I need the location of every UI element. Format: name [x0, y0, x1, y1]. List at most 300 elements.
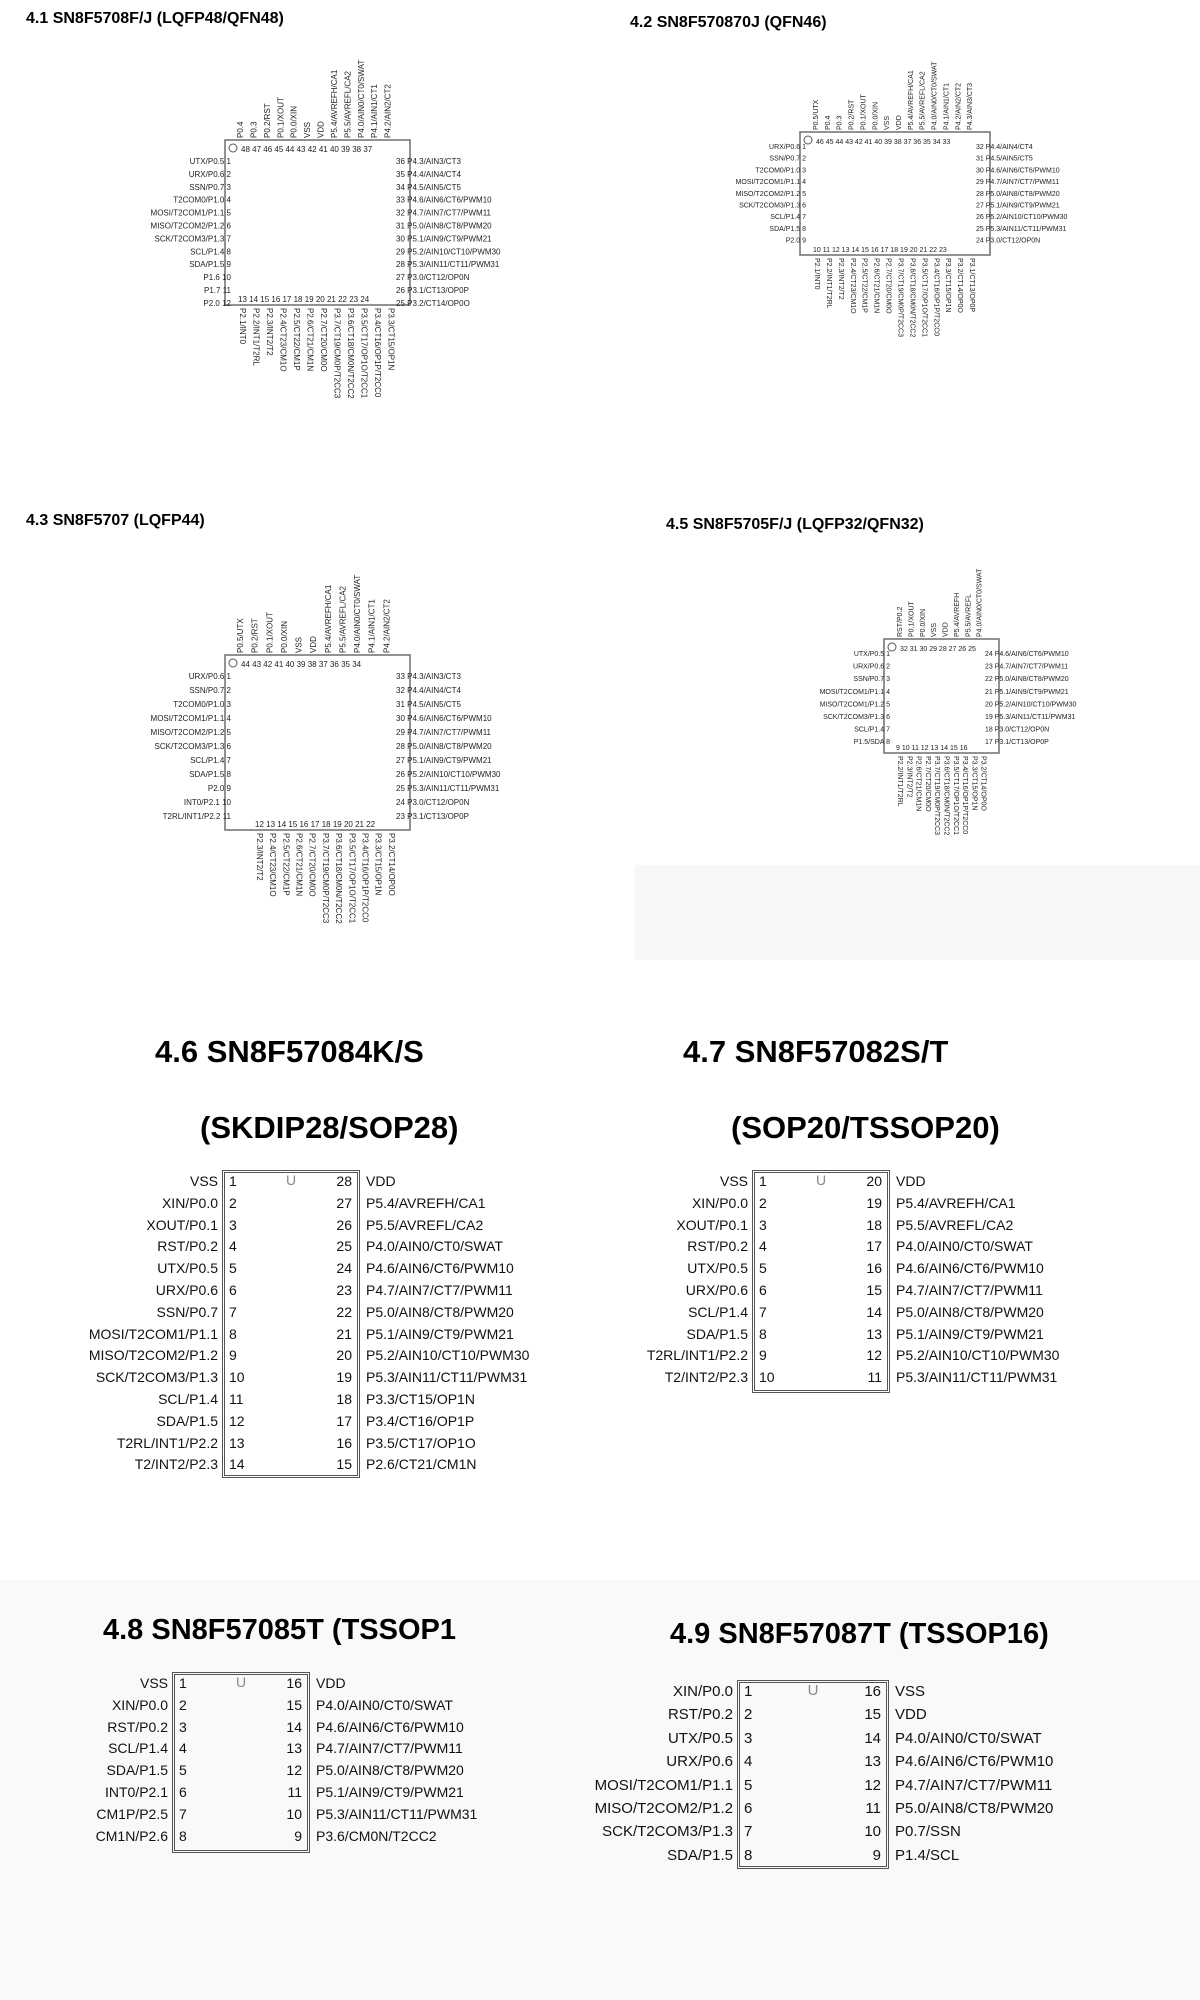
bottom-pin-label: P3.7/CT19/CM0P/T2CC3 — [933, 756, 941, 835]
right-pin-label: 24 P3.0/CT12/OP0N — [976, 237, 1041, 245]
left-pin-label: XIN/P0.0 — [161, 1194, 218, 1211]
left-pin-label: SCL/P1.4 — [158, 1391, 218, 1407]
right-pin-label: P4.7/AIN7/CT7/PWM11 — [895, 1776, 1053, 1794]
bottom-pin-label: P3.5/CT17/OP1O/T2CC1 — [920, 258, 928, 337]
pinout-4-9-tssop16 — [0, 1680, 1200, 1869]
top-pin-label: P0.0/XIN — [872, 101, 880, 130]
left-pin-label: SCK/T2COM3/P1.3 7 — [154, 234, 231, 244]
top-pin-label: VSS — [931, 622, 939, 637]
left-pin-label: SCL/P1.4 7 — [854, 726, 890, 734]
top-pin-label: P4.0/AIN0/CT0/SWAT — [931, 61, 939, 130]
bottom-pin-label: P2.3/INT2/T2 — [255, 833, 264, 881]
section-subtitle-4-6: (SKDIP28/SOP28) — [200, 1110, 459, 1145]
left-pin-label: SCK/T2COM3/P1.3 — [95, 1369, 218, 1386]
right-pin-label: P5.5/AVREFL/CA2 — [366, 1216, 484, 1233]
top-pin-label: P5.4/AVREFH/CA1 — [323, 584, 333, 653]
right-pin-label: P2.6/CT21/CM1N — [366, 1456, 477, 1473]
right-pin-number: 11 — [867, 1369, 882, 1386]
right-pin-label: P3.4/CT16/OP1P — [366, 1412, 475, 1429]
bottom-pin-label: P3.2/CT14/OP0O — [386, 833, 396, 896]
right-pin-label: P5.1/AIN9/CT9/PWM21 — [316, 1784, 464, 1800]
left-pin-label: SDA/P1.5 8 — [769, 225, 806, 233]
right-pin-label: P5.0/AIN8/CT8/PWM20 — [895, 1800, 1054, 1817]
left-pin-label: MOSI/T2COM1/P1.1 4 — [819, 688, 890, 696]
right-pin-label: 26 P5.2/AIN10/CT10/PWM30 — [396, 770, 501, 779]
bottom-pin-label: P2.1/INT0 — [238, 308, 247, 345]
right-pin-label: 32 P4.4/AIN4/CT4 — [976, 144, 1033, 151]
top-pin-label: VDD — [896, 115, 903, 130]
left-pin-number: 6 — [229, 1282, 237, 1298]
top-pin-label: P5.5/AVREFL/CA2 — [343, 71, 353, 138]
right-pin-label: 19 P5.3/AIN11/CT11/PWM31 — [985, 714, 1076, 721]
top-pin-label: P4.0/AIN0/CT0/SWAT — [976, 568, 984, 637]
bottom-pin-label: P3.3/CT15/OP1N — [970, 756, 978, 811]
bottom-pin-label: P3.6/CT18/CM0N/T2CC2 — [334, 833, 344, 924]
scan-shading-right — [635, 865, 1200, 960]
top-pin-label: P5.5/AVREFL/CA2 — [338, 586, 348, 653]
left-pin-label: UTX/P0.5 — [157, 1260, 218, 1277]
left-pin-label: URX/P0.6 — [666, 1753, 733, 1771]
left-pin-number: 1 — [229, 1173, 237, 1189]
right-pin-label: P5.0/AIN8/CT8/PWM20 — [316, 1762, 464, 1779]
left-pin-label: URX/P0.6 2 — [853, 663, 890, 671]
top-pin-label: P0.0/XIN — [279, 620, 289, 653]
bottom-pin-label: P3.7/CT19/CM0P/T2CC3 — [332, 308, 342, 399]
left-pin-label: SSN/P0.7 3 — [189, 182, 231, 192]
pin1-marker — [229, 144, 237, 152]
left-pin-label: INT0/P2.1 10 — [183, 798, 231, 807]
right-pin-number: 27 — [336, 1194, 352, 1211]
right-pin-label: 30 P4.6/AIN6/CT6/PWM10 — [976, 167, 1060, 175]
left-pin-label: P1.6 10 — [203, 273, 231, 283]
right-pin-label: 36 P4.3/AIN3/CT3 — [396, 157, 461, 166]
right-pin-number: 18 — [336, 1391, 352, 1407]
pinout-4-3-lqfp44 — [0, 545, 600, 945]
left-pin-label: RST/P0.2 — [157, 1238, 218, 1255]
right-pin-number: 13 — [864, 1753, 881, 1771]
right-pin-number: 9 — [872, 1846, 881, 1864]
right-pin-number: 22 — [336, 1303, 352, 1320]
right-pin-number: 12 — [286, 1762, 302, 1779]
left-pin-number: 6 — [179, 1784, 187, 1800]
left-pin-label: UTX/P0.5 — [687, 1260, 748, 1277]
bottom-pin-label: P2.6/CT21/CM1N — [914, 756, 922, 812]
right-pin-label: VDD — [896, 1173, 926, 1189]
left-pin-number: 5 — [229, 1260, 237, 1277]
bottom-pin-label: P2.7/CT20/CM0O — [884, 258, 892, 314]
right-pin-number: 10 — [286, 1805, 302, 1822]
right-pin-label: P5.2/AIN10/CT10/PWM30 — [366, 1347, 530, 1364]
left-pin-label: XIN/P0.0 — [672, 1683, 733, 1700]
left-pin-label: VSS — [139, 1675, 168, 1691]
left-pin-label: URX/P0.6 2 — [188, 169, 231, 179]
right-pin-label: 32 P4.7/AIN7/CT7/PWM11 — [396, 208, 491, 218]
right-pin-label: 20 P5.2/AIN10/CT10/PWM30 — [985, 701, 1077, 709]
right-pin-label: 31 P4.5/AIN5/CT5 — [976, 155, 1033, 163]
top-pin-label: P0.0/XIN — [919, 608, 927, 637]
right-pin-label: VSS — [895, 1683, 926, 1700]
right-pin-label: P3.3/CT15/OP1N — [366, 1391, 475, 1407]
right-pin-label: VDD — [366, 1173, 396, 1189]
right-pin-label: P5.3/AIN11/CT11/PWM31 — [316, 1805, 478, 1822]
pin1-notch: U — [815, 1172, 827, 1188]
bottom-pin-numbers: 12 13 14 15 16 17 18 19 20 21 22 — [255, 820, 376, 829]
bottom-pin-label: P2.4/CT23/CM1O — [278, 308, 288, 372]
left-pin-label: CM1N/P2.6 — [95, 1827, 168, 1844]
left-pin-label: RST/P0.2 — [107, 1718, 168, 1735]
top-pin-label: P0.4 — [824, 115, 832, 130]
right-pin-label: 28 P5.0/AIN8/CT8/PWM20 — [976, 190, 1060, 198]
left-pin-label: MISO/T2COM2/P1.2 5 — [150, 728, 231, 737]
top-pin-label: P5.4/AVREFH/CA1 — [907, 70, 915, 130]
top-pin-label: P0.4 — [236, 121, 245, 138]
right-pin-label: P4.6/AIN6/CT6/PWM10 — [316, 1718, 464, 1735]
left-pin-label: UTX/P0.5 — [667, 1729, 733, 1747]
top-pin-label: P4.1/AIN1/CT1 — [367, 599, 377, 653]
top-pin-label: VSS — [303, 121, 313, 138]
top-pin-label: P0.1/XOUT — [908, 601, 916, 637]
top-pin-label: P4.1/AIN1/CT1 — [943, 82, 951, 130]
pinout-4-7-sop20 — [0, 1170, 1200, 1393]
left-pin-label: INT0/P2.1 — [104, 1784, 168, 1800]
left-pin-number: 5 — [179, 1762, 187, 1779]
right-pin-label: 28 P5.0/AIN8/CT8/PWM20 — [396, 742, 492, 751]
left-pin-number: 8 — [229, 1325, 237, 1342]
bottom-pin-label: P3.6/CT18/CM0N/T2CC2 — [908, 258, 916, 338]
top-pin-label: VDD — [316, 121, 326, 138]
left-pin-label: URX/P0.6 — [685, 1282, 748, 1298]
left-pin-label: CM1P/P2.5 — [96, 1805, 168, 1822]
bottom-pin-label: P2.2/INT1/T2RL — [896, 756, 903, 807]
bottom-pin-label: P2.5/CT22/CM1P — [281, 833, 291, 896]
right-pin-label: P5.0/AIN8/CT8/PWM20 — [896, 1303, 1044, 1320]
top-pin-label: P0.1/XOUT — [860, 94, 868, 130]
right-pin-number: 17 — [336, 1412, 352, 1429]
left-pin-label: SDA/P1.5 9 — [189, 260, 231, 270]
right-pin-label: P5.0/AIN8/CT8/PWM20 — [366, 1303, 514, 1320]
right-pin-label: 26 P3.1/CT13/OP0P — [396, 286, 469, 295]
left-pin-label: SSN/P0.7 2 — [769, 155, 806, 163]
left-pin-label: SDA/P1.5 — [686, 1325, 748, 1342]
left-pin-number: 6 — [759, 1282, 767, 1298]
section-subtitle-4-7: (SOP20/TSSOP20) — [731, 1110, 1000, 1145]
pinout-4-1-svg — [0, 40, 600, 450]
left-pin-label: SDA/P1.5 8 — [189, 770, 231, 779]
left-pin-number: 5 — [744, 1776, 753, 1794]
right-pin-label: 23 P4.7/AIN7/CT7/PWM11 — [985, 663, 1069, 671]
left-pin-number: 3 — [229, 1216, 237, 1233]
pinout-4-1-lqfp48 — [0, 40, 600, 450]
right-pin-label: 17 P3.1/CT13/OP0P — [985, 739, 1049, 747]
left-pin-label: XOUT/P0.1 — [146, 1216, 218, 1233]
right-pin-label: 34 P4.5/AIN5/CT5 — [396, 182, 461, 192]
left-pin-number: 3 — [759, 1216, 767, 1233]
bottom-pin-label: P3.5/CT17/OP1O/T2CC1 — [347, 833, 357, 924]
section-title-4-7: 4.7 SN8F57082S/T — [683, 1034, 949, 1069]
left-pin-label: T2RL/INT1/P2.2 — [116, 1434, 218, 1451]
right-pin-number: 23 — [336, 1282, 352, 1298]
pinout-4-5-svg — [600, 545, 1200, 865]
left-pin-label: SSN/P0.7 3 — [853, 676, 890, 684]
top-pin-numbers: 46 45 44 43 42 41 40 39 38 37 36 35 34 33 — [816, 139, 951, 146]
left-pin-number: 11 — [229, 1391, 244, 1407]
right-pin-label: 25 P5.3/AIN11/CT11/PWM31 — [976, 225, 1067, 233]
section-title-4-8: 4.8 SN8F57085T (TSSOP1 — [103, 1614, 456, 1646]
bottom-pin-label: P2.2/INT1/T2RL — [251, 308, 261, 366]
top-pin-label: P4.1/AIN1/CT1 — [370, 84, 380, 138]
right-pin-number: 20 — [866, 1173, 882, 1189]
left-pin-label: SSN/P0.7 — [156, 1303, 218, 1320]
left-pin-number: 2 — [179, 1696, 187, 1713]
bottom-pin-label: P3.1/CT13/OP0P — [968, 258, 976, 313]
left-pin-label: XIN/P0.0 — [111, 1696, 168, 1713]
right-pin-number: 19 — [336, 1369, 352, 1386]
right-pin-number: 15 — [864, 1706, 881, 1724]
right-pin-label: 27 P3.0/CT12/OP0N — [396, 273, 470, 283]
package-outline — [225, 655, 410, 830]
pin1-notch: U — [807, 1682, 819, 1699]
left-pin-label: SCK/T2COM3/P1.3 6 — [739, 202, 806, 210]
right-pin-label: P5.1/AIN9/CT9/PWM21 — [896, 1325, 1044, 1342]
right-pin-number: 18 — [866, 1216, 882, 1233]
left-pin-label: SDA/P1.5 — [667, 1846, 733, 1864]
left-pin-label: SCK/T2COM3/P1.3 — [602, 1823, 733, 1841]
right-pin-number: 9 — [294, 1827, 302, 1844]
top-pin-label: P4.3/AIN3/CT3 — [967, 82, 975, 130]
bottom-pin-label: P3.5/CT17/OP1O/T2CC1 — [951, 756, 959, 835]
bottom-pin-label: P3.6/CT18/CM0N/T2CC2 — [346, 308, 355, 399]
right-pin-label: P4.7/AIN7/CT7/PWM11 — [366, 1282, 513, 1298]
right-pin-label: P3.6/CM0N/T2CC2 — [316, 1827, 437, 1844]
top-pin-label: VSS — [294, 636, 304, 653]
left-pin-label: VSS — [719, 1173, 748, 1189]
bottom-pin-label: P2.7/CT20/CM0O — [307, 833, 317, 897]
right-pin-label: VDD — [895, 1706, 927, 1724]
bottom-pin-numbers: 9 10 11 12 13 14 15 16 — [896, 745, 968, 752]
right-pin-label: P4.6/AIN6/CT6/PWM10 — [896, 1260, 1044, 1277]
left-pin-number: 12 — [229, 1412, 245, 1429]
left-pin-label: XIN/P0.0 — [691, 1194, 748, 1211]
left-pin-number: 5 — [759, 1260, 767, 1277]
left-pin-label: SDA/P1.5 — [156, 1412, 218, 1429]
left-pin-label: MOSI/T2COM1/P1.1 4 — [735, 179, 806, 187]
right-pin-label: 32 P4.4/AIN4/CT4 — [396, 686, 461, 695]
package-outline — [800, 132, 990, 255]
left-pin-number: 13 — [229, 1434, 245, 1451]
left-pin-label: MOSI/T2COM1/P1.1 — [594, 1776, 733, 1794]
bottom-pin-label: P3.3/CT15/OP1N — [373, 833, 383, 896]
left-pin-number: 1 — [744, 1683, 753, 1700]
right-pin-number: 24 — [336, 1260, 352, 1277]
right-pin-number: 15 — [336, 1456, 352, 1473]
bottom-pin-label: P2.4/CT23/CM1O — [268, 833, 278, 897]
left-pin-number: 8 — [744, 1846, 753, 1864]
left-pin-label: SCL/P1.4 — [108, 1740, 168, 1757]
section-title-4-2: 4.2 SN8F570870J (QFN46) — [630, 14, 827, 31]
pinout-4-5-lqfp32 — [600, 545, 1200, 865]
left-pin-number: 4 — [759, 1238, 767, 1255]
left-pin-label: URX/P0.6 — [155, 1282, 218, 1298]
top-pin-label: P0.2/RST — [250, 618, 260, 653]
top-pin-label: P4.2/AIN2/CT2 — [383, 84, 393, 138]
right-pin-label: P4.6/AIN6/CT6/PWM10 — [366, 1260, 514, 1277]
left-pin-number: 7 — [229, 1303, 237, 1320]
right-pin-number: 14 — [864, 1729, 881, 1747]
top-pin-label: RST/P0.2 — [897, 606, 904, 637]
pin1-marker — [888, 643, 896, 651]
right-pin-label: 30 P5.1/AIN9/CT9/PWM21 — [396, 234, 492, 244]
section-title-4-3: 4.3 SN8F5707 (LQFP44) — [26, 512, 205, 529]
bottom-pin-label: P3.5/CT17/OP1O/T2CC1 — [359, 308, 369, 399]
package-outline — [225, 140, 410, 305]
top-pin-label: P0.1/XOUT — [265, 612, 275, 653]
left-pin-label: URX/P0.6 1 — [188, 672, 231, 681]
right-pin-label: P4.6/AIN6/CT6/PWM10 — [895, 1753, 1054, 1771]
bottom-pin-label: P2.4/CT23/CM1O — [848, 258, 856, 314]
right-pin-label: 18 P3.0/CT12/OP0N — [985, 726, 1050, 734]
bottom-pin-label: P2.6/CT21/CM1N — [872, 258, 880, 314]
right-pin-label: P5.2/AIN10/CT10/PWM30 — [896, 1347, 1060, 1364]
right-pin-label: 29 P4.7/AIN7/CT7/PWM11 — [396, 728, 491, 737]
top-pin-label: P5.4/AVREFH/CA1 — [329, 69, 339, 138]
pin1-notch: U — [285, 1172, 297, 1188]
right-pin-label: 22 P5.0/AIN8/CT8/PWM20 — [985, 676, 1069, 684]
right-pin-label: P4.7/AIN7/CT7/PWM11 — [316, 1740, 463, 1757]
left-pin-number: 7 — [759, 1303, 767, 1320]
bottom-pin-label: P3.7/CT19/CM0P/T2CC3 — [896, 258, 904, 337]
right-pin-number: 17 — [866, 1238, 882, 1255]
top-pin-label: P0.3 — [249, 121, 259, 138]
bottom-pin-label: P2.7/CT20/CM0O — [923, 756, 931, 812]
right-pin-number: 15 — [286, 1696, 302, 1713]
left-pin-number: 14 — [229, 1456, 245, 1473]
bottom-pin-label: P2.1/INT0 — [813, 258, 820, 290]
top-pin-label: P0.2/RST — [848, 99, 856, 130]
right-pin-number: 16 — [866, 1260, 882, 1277]
left-pin-label: T2/INT2/P2.3 — [664, 1369, 748, 1386]
right-pin-number: 16 — [336, 1434, 352, 1451]
bottom-pin-label: P3.4/CT16/OP1P/T2CC0 — [961, 756, 969, 835]
left-pin-label: SCK/T2COM3/P1.3 6 — [154, 742, 231, 751]
right-pin-number: 14 — [866, 1303, 882, 1320]
right-pin-label: 29 P4.7/AIN7/CT7/PWM11 — [976, 179, 1060, 187]
left-pin-label: T2COM0/P1.0 3 — [173, 700, 231, 709]
left-pin-number: 2 — [744, 1706, 753, 1724]
right-pin-number: 12 — [864, 1776, 881, 1794]
left-pin-label: URX/P0.6 1 — [769, 144, 806, 151]
left-pin-label: T2COM0/P1.0 4 — [173, 195, 231, 205]
right-pin-label: 27 P5.1/AIN9/CT9/PWM21 — [396, 756, 492, 765]
bottom-pin-label: P2.2/INT1/T2RL — [824, 258, 832, 309]
left-pin-label: T2/INT2/P2.3 — [134, 1456, 218, 1473]
bottom-pin-label: P2.5/CT22/CM1P — [292, 308, 301, 371]
right-pin-label: 27 P5.1/AIN9/CT9/PWM21 — [976, 202, 1060, 210]
bottom-pin-label: P3.3/CT15/OP1N — [386, 308, 396, 371]
right-pin-label: P3.5/CT17/OP1O — [366, 1434, 476, 1451]
right-pin-label: P4.0/AIN0/CT0/SWAT — [895, 1729, 1042, 1747]
package-outline — [884, 639, 999, 753]
left-pin-label: MOSI/T2COM1/P1.1 4 — [150, 714, 231, 723]
left-pin-label: XOUT/P0.1 — [676, 1216, 748, 1233]
left-pin-number: 7 — [179, 1805, 187, 1822]
bottom-pin-label: P3.6/CT18/CM0N/T2CC2 — [942, 756, 950, 836]
top-pin-label: P4.0/AIN0/CT0/SWAT — [353, 574, 363, 653]
top-pin-label: P5.4/AVREFH — [953, 592, 961, 637]
right-pin-label: 28 P5.3/AIN11/CT11/PWM31 — [396, 260, 500, 270]
right-pin-label: P4.0/AIN0/CT0/SWAT — [366, 1238, 503, 1255]
bottom-pin-label: P2.6/CT21/CM1N — [294, 833, 304, 897]
right-pin-label: 33 P4.3/AIN3/CT3 — [396, 672, 461, 681]
bottom-pin-label: P3.4/CT16/OP1P/T2CC0 — [373, 308, 382, 398]
left-pin-label: UTX/P0.5 1 — [853, 651, 890, 658]
left-pin-number: 3 — [179, 1718, 187, 1735]
right-pin-label: P4.7/AIN7/CT7/PWM11 — [896, 1282, 1043, 1298]
left-pin-label: SSN/P0.7 2 — [189, 686, 231, 695]
bottom-pin-label: P3.3/CT15/OP1N — [944, 258, 952, 313]
right-pin-number: 13 — [286, 1740, 302, 1757]
left-pin-label: P1.7 11 — [204, 286, 231, 295]
left-pin-number: 3 — [744, 1729, 753, 1747]
right-pin-number: 10 — [864, 1823, 881, 1841]
right-pin-number: 14 — [286, 1718, 302, 1735]
bottom-pin-label: P2.3/INT2/T2 — [836, 258, 844, 300]
right-pin-number: 19 — [866, 1194, 882, 1211]
section-title-4-5: 4.5 SN8F5705F/J (LQFP32/QFN32) — [666, 516, 924, 533]
bottom-pin-label: P2.3/INT2/T2 — [905, 756, 913, 798]
right-pin-number: 12 — [866, 1347, 882, 1364]
left-pin-label: T2COM0/P1.0 3 — [755, 167, 806, 175]
left-pin-label: P1.5/SDA 8 — [853, 739, 890, 747]
section-title-4-6: 4.6 SN8F57084K/S — [155, 1034, 424, 1069]
right-pin-label: VDD — [316, 1675, 346, 1691]
right-pin-label: P5.3/AIN11/CT11/PWM31 — [366, 1369, 528, 1386]
top-pin-label: VSS — [884, 115, 892, 130]
right-pin-number: 15 — [866, 1282, 882, 1298]
right-pin-label: P4.0/AIN0/CT0/SWAT — [896, 1238, 1033, 1255]
top-pin-label: P0.2/RST — [262, 103, 272, 138]
right-pin-label: 24 P4.6/AIN6/CT6/PWM10 — [985, 651, 1069, 658]
bottom-pin-label: P2.3/INT2/T2 — [265, 308, 274, 356]
left-pin-number: 9 — [759, 1347, 767, 1364]
left-pin-label: SDA/P1.5 — [106, 1762, 168, 1779]
top-pin-label: P0.3 — [836, 115, 844, 130]
left-pin-label: P2.0 9 — [785, 237, 806, 245]
right-pin-label: 25 P3.2/CT14/OP0O — [396, 298, 470, 308]
top-pin-label: P4.0/AIN0/CT0/SWAT — [356, 59, 366, 138]
top-pin-label: P5.5/AVREFL — [965, 593, 973, 637]
right-pin-label: P1.4/SCL — [895, 1846, 960, 1864]
bottom-pin-label: P3.7/CT19/CM0P/T2CC3 — [320, 833, 330, 924]
left-pin-number: 1 — [759, 1173, 767, 1189]
right-pin-label: 33 P4.6/AIN6/CT6/PWM10 — [396, 195, 492, 205]
left-pin-label: T2RL/INT1/P2.2 11 — [162, 812, 231, 821]
left-pin-number: 9 — [229, 1347, 237, 1364]
left-pin-label: P2.0 9 — [207, 784, 231, 793]
left-pin-label: RST/P0.2 — [667, 1706, 733, 1724]
right-pin-label: P5.4/AVREFH/CA1 — [896, 1194, 1016, 1211]
pin1-marker — [804, 136, 812, 144]
left-pin-label: SCL/P1.4 7 — [190, 756, 231, 765]
left-pin-label: SCK/T2COM3/P1.3 6 — [823, 714, 890, 721]
left-pin-label: MISO/T2COM2/P1.2 — [594, 1800, 733, 1817]
right-pin-label: 35 P4.4/AIN4/CT4 — [396, 169, 461, 179]
left-pin-number: 10 — [229, 1369, 245, 1386]
top-pin-numbers: 48 47 46 45 44 43 42 41 40 39 38 37 — [241, 145, 373, 154]
pinout-4-2-qfn46 — [600, 40, 1200, 410]
left-pin-number: 2 — [759, 1194, 767, 1211]
right-pin-label: P5.1/AIN9/CT9/PWM21 — [366, 1325, 514, 1342]
left-pin-number: 4 — [229, 1238, 237, 1255]
